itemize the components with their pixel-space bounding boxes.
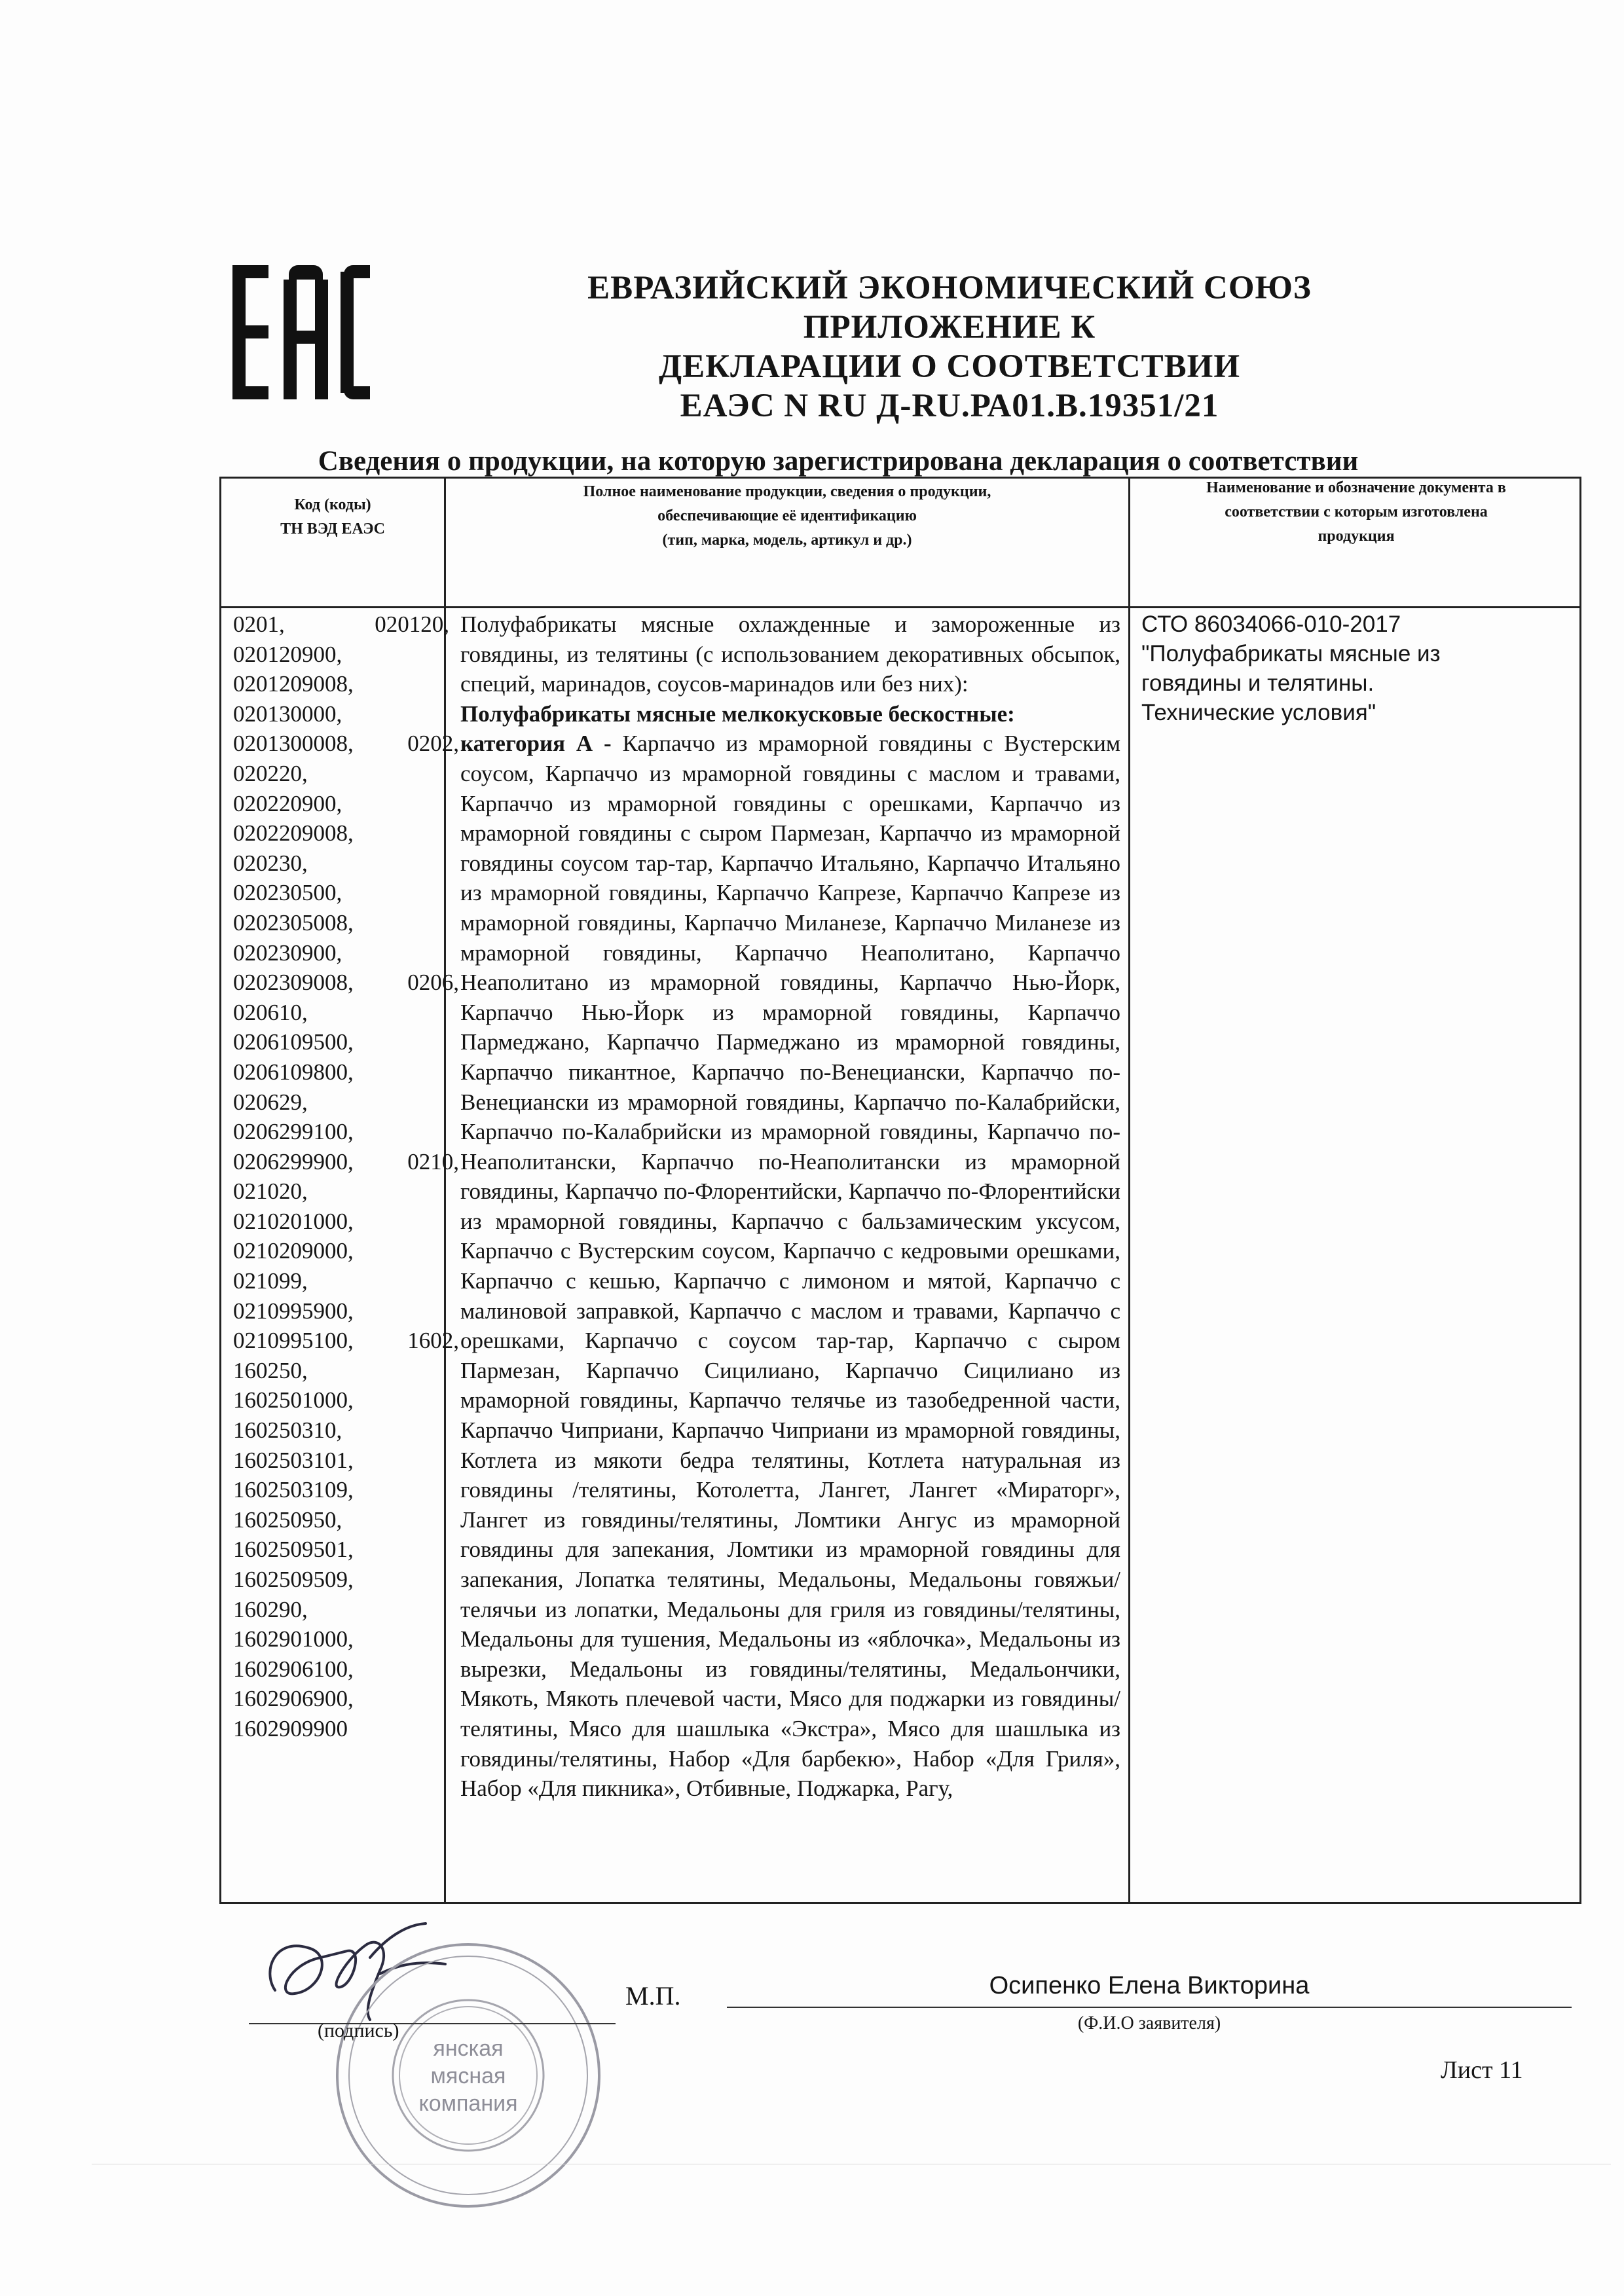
col-header-standard-line: соответствии с которым изготовлена [1225, 503, 1488, 520]
product-table [219, 477, 1581, 1904]
code-line: 020230900, [233, 939, 342, 966]
applicant-label: (Ф.И.О заявителя) [1077, 2013, 1221, 2033]
col-header-description [446, 480, 1128, 553]
code-line [233, 610, 449, 640]
stamp-place-label: М.П. [625, 1981, 681, 2011]
col-header-codes-line: Код (коды) [294, 496, 371, 513]
code-line: 020629, [233, 1089, 308, 1115]
code-line: 1602901000, [233, 1626, 354, 1652]
signature-line [249, 2023, 616, 2024]
applicant-name-line [727, 2007, 1572, 2008]
standard-line: "Полуфабрикаты мясные из [1141, 641, 1441, 666]
code-value: 0206, [407, 970, 459, 996]
code-line: 1602509509, [233, 1567, 354, 1592]
stamp-text: янская [433, 2036, 504, 2061]
codes-cell [233, 610, 459, 1744]
stamp-text: мясная [430, 2064, 506, 2088]
header-union: ЕВРАЗИЙСКИЙ ЭКОНОМИЧЕСКИЙ СОЮЗ [587, 270, 1312, 306]
code-line: 160250310, [233, 1417, 342, 1444]
code-value: 0201, [233, 611, 285, 637]
table-caption: Сведения о продукции, на которую зарегистрирована декларация о соответствии [318, 446, 1359, 477]
code-line: 160250, [233, 1357, 308, 1383]
code-line: 020230500, [233, 880, 342, 906]
code-value: 020120, [375, 611, 449, 637]
code-line: 1602503101, [233, 1447, 354, 1473]
code-value: 0201300008, [233, 731, 354, 757]
stamp-text: компания [418, 2091, 518, 2116]
code-line [233, 968, 459, 998]
col-header-codes [221, 493, 444, 541]
code-line: 020120900, [233, 641, 342, 667]
applicant-name: Осипенко Елена Викторина [989, 1972, 1310, 1999]
description-intro: Полуфабрикаты мясные охлажденные и замороженные из говядины, из телятины (с использованием декоративных обсыпок, специй, маринадов, соусов-маринадов или без них): [460, 611, 1120, 697]
code-value: 0210995100, [233, 1328, 354, 1354]
code-line: 021099, [233, 1268, 308, 1294]
code-line: 160290, [233, 1596, 308, 1622]
code-line: 0201209008, [233, 671, 354, 697]
code-line [233, 1147, 459, 1177]
standard-line: СТО 86034066-010-2017 [1141, 611, 1401, 637]
code-line: 020220900, [233, 790, 342, 816]
code-line: 0206109500, [233, 1029, 354, 1055]
code-line: 160250950, [233, 1506, 342, 1533]
col-header-standard-line: продукция [1318, 528, 1395, 545]
column-divider [1128, 479, 1130, 1902]
code-line: 1602906100, [233, 1656, 354, 1682]
code-line: 0210995900, [233, 1298, 354, 1324]
code-value: 0202309008, [233, 970, 354, 996]
col-header-standard-line: Наименование и обозначение документа в [1206, 479, 1506, 496]
header-divider [221, 606, 1579, 608]
col-header-description-line: (тип, марка, модель, артикул и др.) [662, 532, 912, 549]
code-line: 020130000, [233, 701, 342, 727]
code-value: 0210, [407, 1148, 459, 1175]
description-products: Карпаччо из мраморной говядины с Вустерским соусом, Карпаччо из мраморной говядины с маслом и травами, Карпаччо из мраморной говядины с орешками, Карпаччо из мраморной говядины с сыром Пармезан, Карпаччо из мраморной говядины соусом тар-тар, Карпаччо Итальяно, Карпаччо Итальяно из мраморной говядины, Карпаччо Капрезе, Карпаччо Капрезе из мраморной говядины, Карпаччо Миланезе, Карпаччо Миланезе из мраморной говядины, Карпаччо Неаполитано, Карпаччо Неаполитано из мраморной говядины, Карпаччо Нью-Йорк, Карпаччо Нью-Йорк из мраморной говядины, Карпаччо Пармеджано, Карпаччо Пармеджано из мраморной говядины, Карпаччо пикантное, Карпаччо по-Венециански, Карпаччо по-Венециански из мраморной говядины, Карпаччо по-Калабрийски, Карпаччо по-Калабрийски из мраморной говядины, Карпаччо по-Неаполитански, Карпаччо по-Неаполитански из мраморной говядины, Карпаччо по-Флорентийски, Карпаччо по-Флорентийски из мраморной говядины, Карпаччо с бальзамическим уксусом, Карпаччо с Вустерским соусом, Карпаччо с кедровыми орешками, Карпаччо с кешью, Карпаччо с лимоном и мятой, Карпаччо с малиновой заправкой, Карпаччо с маслом и травами, Карпаччо с орешками, Карпаччо с соусом тар-тар, Карпаччо с сыром Пармезан, Карпаччо Сицилиано, Карпаччо Сицилиано из мраморной говядины, Карпаччо телячье из тазобедренной части, Карпаччо Чиприани, Карпаччо Чиприани из мраморной говядины, Котлета из мякоти бедра телятины, Котлета натуральная из говядины /телятины, Котолетта, Лангет, Лангет «Мираторг», Лангет из говядины/телятины, Ломтики Ангус из мраморной говядины для запекания, Ломтики из мраморной говядины для запекания, Лопатка телятины, Медальоны, Медальоны говяжьи/телячьи из лопатки, Медальоны для гриля из говядины/телятины, Медальоны для тушения, Медальоны из «яблочка», Медальоны из вырезки, Медальоны из говядины/телятины, Медальончики, Мякоть, Мякоть плечевой части, Мясо для поджарки из говядины/телятины, Мясо для шашлыка «Экстра», Мясо для шашлыка из говядины/телятины, Набор «Для барбекю», Набор «Для Гриля», Набор «Для пикника», Отбивные, Поджарка, Рагу, [460, 731, 1121, 1802]
code-line: 1602501000, [233, 1387, 354, 1413]
header-declaration: ДЕКЛАРАЦИИ О СООТВЕТСТВИИ [659, 348, 1240, 385]
col-header-codes-line: ТН ВЭД ЕАЭС [280, 520, 385, 538]
code-line: 1602503109, [233, 1477, 354, 1503]
header-appendix: ПРИЛОЖЕНИЕ К [803, 309, 1096, 346]
standard-line: Технические условия" [1141, 700, 1376, 725]
code-line: 1602906900, [233, 1686, 354, 1712]
code-line: 0202305008, [233, 909, 354, 936]
standard-cell [1141, 610, 1567, 727]
code-line: 0210201000, [233, 1208, 354, 1234]
company-stamp [331, 1938, 606, 2213]
code-line: 0206299100, [233, 1119, 354, 1145]
code-line: 021020, [233, 1178, 308, 1205]
code-line: 1602509501, [233, 1537, 354, 1563]
code-line [233, 1326, 459, 1356]
code-line: 0206109800, [233, 1059, 354, 1085]
col-header-description-line: обеспечивающие её идентификацию [657, 507, 917, 524]
code-line: 020230, [233, 850, 308, 876]
header-declaration-number: ЕАЭС N RU Д-RU.РА01.В.19351/21 [680, 388, 1219, 424]
code-line: 020220, [233, 760, 308, 786]
code-value: 0202, [407, 731, 459, 757]
signature-label: (подпись) [318, 2020, 399, 2041]
code-line: 1602909900 [233, 1715, 348, 1741]
sheet-number: Лист 11 [1441, 2056, 1523, 2084]
code-value: 1602, [407, 1328, 459, 1354]
description-cell [460, 610, 1120, 1804]
description-category: категория А - [460, 731, 612, 757]
col-header-description-line: Полное наименование продукции, сведения о продукции, [583, 483, 991, 500]
code-line: 0210209000, [233, 1238, 354, 1264]
code-value: 0206299900, [233, 1148, 354, 1175]
document-header [393, 268, 1506, 426]
standard-line: говядины и телятины. [1141, 670, 1375, 696]
code-line: 020610, [233, 999, 308, 1025]
eac-logo [232, 265, 370, 399]
col-header-standard [1130, 476, 1582, 549]
description-subheading: Полуфабрикаты мясные мелкокусковые бескостные: [460, 701, 1015, 727]
code-line [233, 729, 459, 759]
code-line: 0202209008, [233, 820, 354, 847]
codes-list [233, 640, 459, 1744]
